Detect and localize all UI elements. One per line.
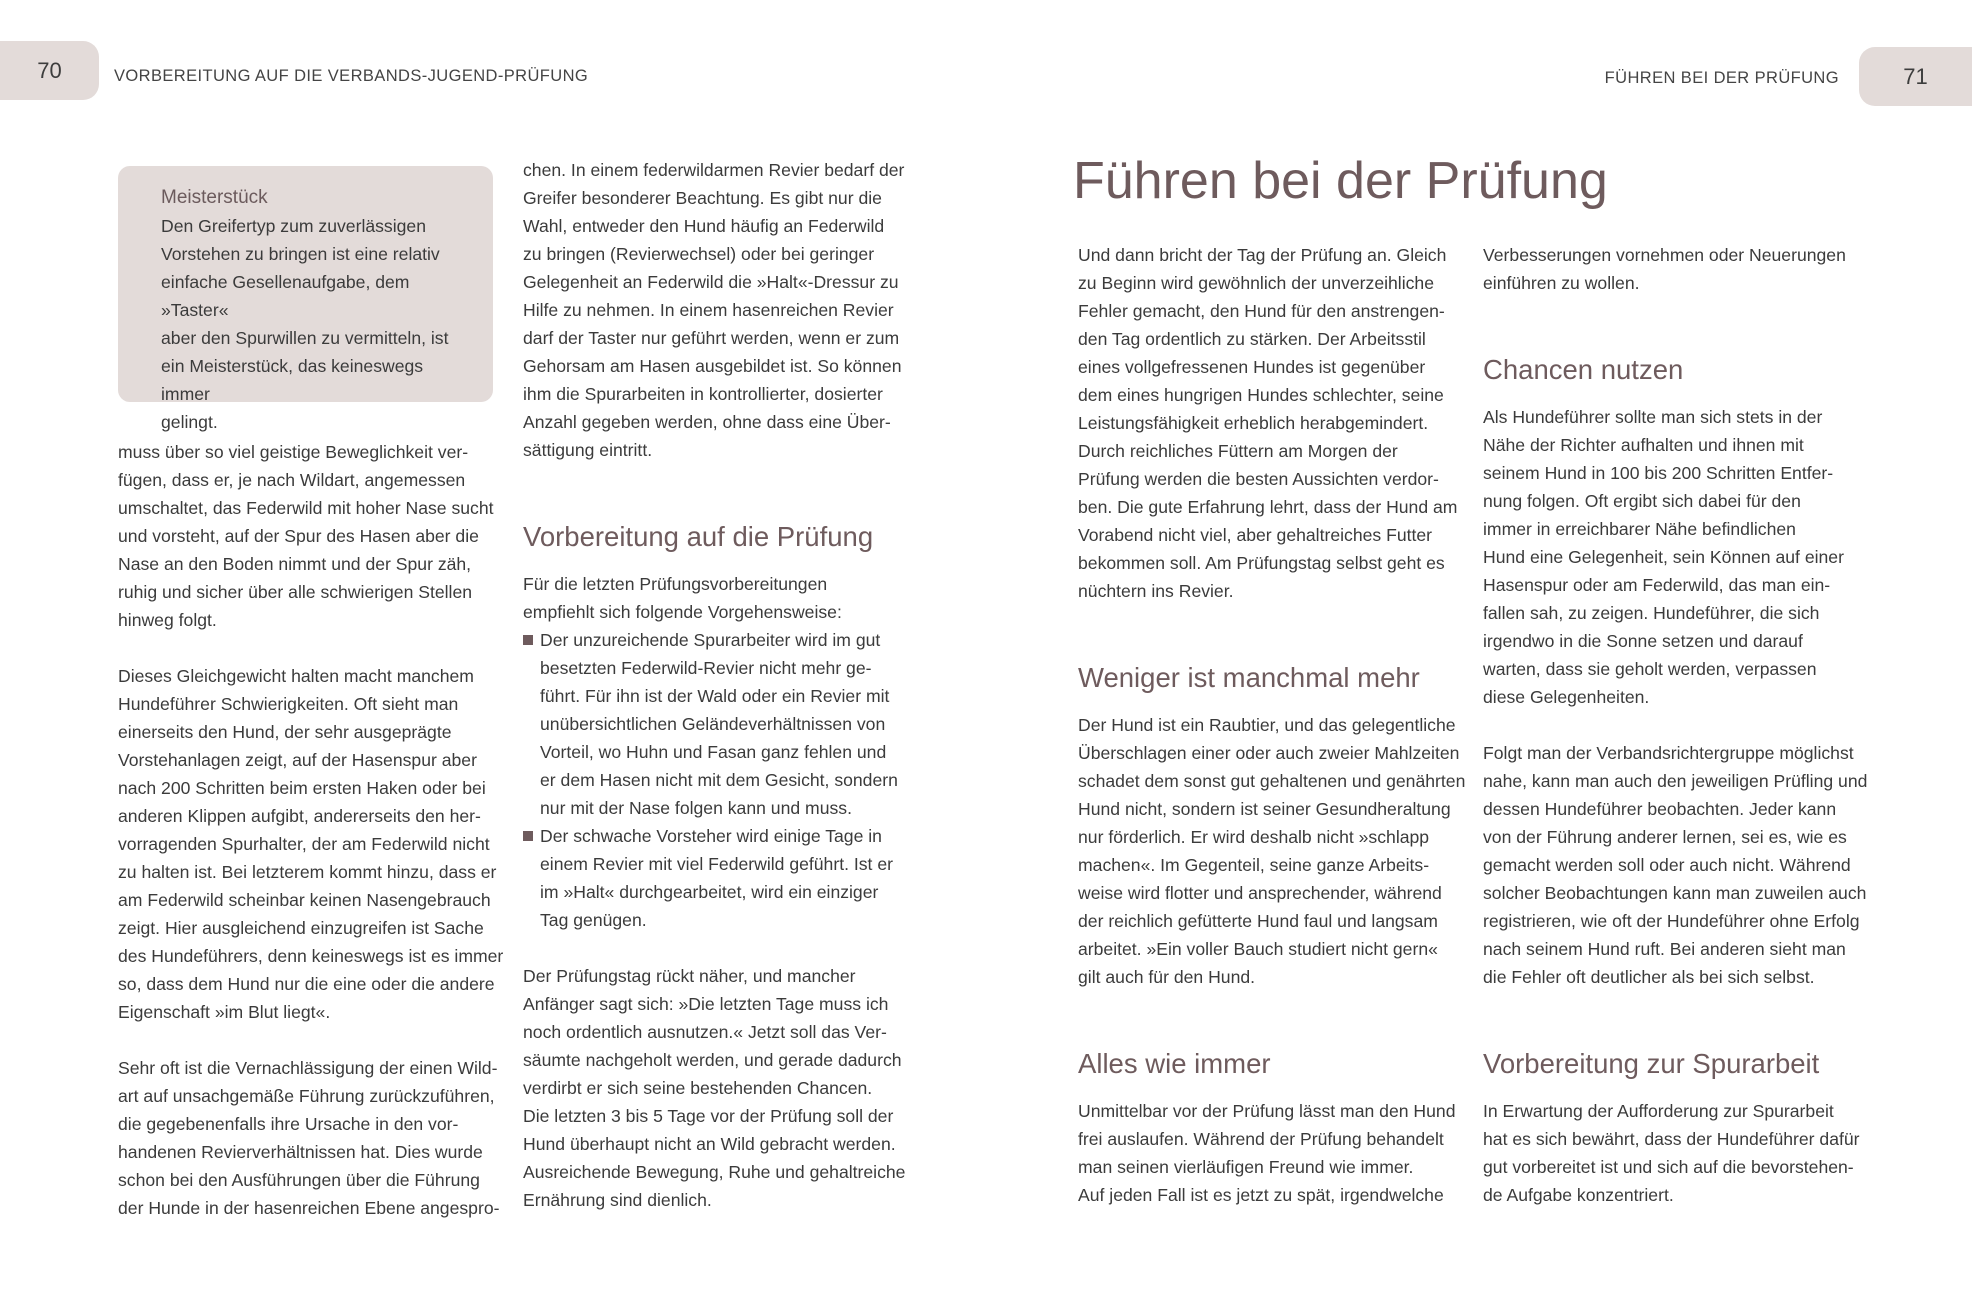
section-heading-alles-wie-immer: Alles wie immer [1078,1048,1271,1079]
list-item-text: Der unzureichende Spurarbeiter wird im gut besetzten Federwild-Revier nicht mehr ge- führt. Für ihn ist der Wald oder ein Revier mit unübersichtlichen Geländeverhältnissen von Vorteil, wo Huhn und Fasan ganz fehlen und er dem Hasen nicht mit dem Gesicht, sondern nur mit der Nase folgen kann und muss. [540,630,898,818]
page-number-left [0,41,99,100]
left-column-1 [118,438,508,1222]
chapter-title: Führen bei der Prüfung [1073,152,1608,210]
paragraph: Dieses Gleichgewicht halten macht manchem Hundeführer Schwierigkeiten. Oft sieht man einerseits den Hund, der sehr ausgeprägte Vorstehanlagen zeigt, auf der Hasenspur aber nach 200 Schritten beim ersten Haken oder bei anderen Klippen aufgibt, andererseits den her- vorragenden Spurhalter, der am Federwild nicht zu halten ist. Bei letzterem kommt hinzu, dass er am Federwild scheinbar keinen Nasengebrauch zeigt. Hier ausgleichend einzugreifen ist Sache des Hundeführers, denn keineswegs ist es immer so, dass dem Hund nur die eine oder die andere Eigenschaft »im Blut liegt«. [118,666,504,1022]
paragraph: Der Prüfungstag rückt näher, und mancher Anfänger sagt sich: »Die letzten Tage muss ich noch ordentlich ausnutzen.« Jetzt soll das Ver- säumte nachgeholt werden, und gerade dadurch verdirbt er sich seine bestehenden Chancen. Die letzten 3 bis 5 Tage vor der Prüfung soll der Hund überhaupt nicht an Wild gebracht werden. Ausreichende Bewegung, Ruhe und gehaltreiche Ernährung sind dienlich. [523,966,906,1210]
paragraph: Sehr oft ist die Vernachlässigung der einen Wild- art auf unsachgemäße Führung zurückzuführen, die gegebenenfalls ihre Ursache in den vor- handenen Revierverhältnissen hat. Dies wurde schon bei den Ausführungen über die Führung der Hunde in der hasenreichen Ebene angespro- [118,1058,500,1218]
running-head-left: VORBEREITUNG AUF DIE VERBANDS-JUGEND-PRÜFUNG [114,67,589,85]
section-heading-vorbereitung: Vorbereitung auf die Prüfung [523,521,874,552]
section-heading-spurarbeit: Vorbereitung zur Spurarbeit [1483,1048,1820,1079]
page-number-right-text: 71 [1903,63,1928,89]
right-column-2 [1483,241,1883,1209]
right-column-1 [1078,241,1473,1209]
bullet-list [523,626,913,934]
left-column-2 [523,156,913,1214]
list-item-text: Der schwache Vorsteher wird einige Tage in einem Revier mit viel Federwild geführt. Ist er im »Halt« durchgearbeitet, wird ein einziger Tag genügen. [540,826,893,930]
section-heading-weniger: Weniger ist manchmal mehr [1078,662,1420,693]
paragraph: In Erwartung der Aufforderung zur Spurarbeit hat es sich bewährt, dass der Hundeführer dafür gut vorbereitet ist und sich auf die bevorstehen- de Aufgabe konzentriert. [1483,1101,1860,1205]
paragraph: muss über so viel geistige Beweglichkeit ver- fügen, dass er, je nach Wildart, angemessen umschaltet, das Federwild mit hoher Nase sucht und vorsteht, auf der Spur des Hasen aber die Nase an den Boden nimmt und der Spur zäh, ruhig und sicher über alle schwierigen Stellen hinweg folgt. [118,442,494,630]
paragraph: Unmittelbar vor der Prüfung lässt man den Hund frei auslaufen. Während der Prüfung behandelt man seinen vierläufigen Freund wie immer. Auf jeden Fall ist es jetzt zu spät, irgendwelche [1078,1101,1456,1205]
page-number-right [1859,47,1972,106]
paragraph: Folgt man der Verbandsrichtergruppe möglichst nahe, kann man auch den jeweiligen Prüfling und dessen Hundeführer beobachten. Jeder kann von der Führung anderer lernen, sei es, wie es gemacht werden soll oder auch nicht. Während solcher Beobachtungen kann man zuweilen auch registrieren, wie oft der Hundeführer ohne Erfolg nach seinem Hund ruft. Bei anderen sieht man die Fehler oft deutlicher als bei sich selbst. [1483,743,1868,987]
section-heading-chancen: Chancen nutzen [1483,354,1684,385]
page-number-left-text: 70 [37,57,62,83]
paragraph: Als Hundeführer sollte man sich stets in der Nähe der Richter aufhalten und ihnen mit seinem Hund in 100 bis 200 Schritten Entfer- nung folgen. Oft ergibt sich dabei für den immer in erreichbarer Nähe befindlichen Hund eine Gelegenheit, sein Können auf einer Hasenspur oder am Federwild, das man ein- fallen sah, zu zeigen. Hundeführer, die sich irgendwo in die Sonne setzen und darauf warten, dass sie geholt werden, verpassen diese Gelegenheiten. [1483,407,1844,707]
paragraph: chen. In einem federwildarmen Revier bedarf der Greifer besonderer Beachtung. Es gibt nur die Wahl, entweder den Hund häufig an Federwild zu bringen (Revierwechsel) oder bei geringer Gelegenheit an Federwild die »Halt«-Dressur zu Hilfe zu nehmen. In einem hasenreichen Revier darf der Taster nur geführt werden, wenn er zum Gehorsam am Hasen ausgebildet ist. So können ihm die Spurarbeiten in kontrollierter, dosierter Anzahl gegeben werden, ohne dass eine Über- sättigung eintritt. [523,160,905,460]
meisterstueck-box [118,166,493,432]
paragraph: Und dann bricht der Tag der Prüfung an. Gleich zu Beginn wird gewöhnlich der unverzeihliche Fehler gemacht, den Hund für den anstrengen- den Tag ordentlich zu stärken. Der Arbeitsstil eines vollgefressenen Hundes ist gegenüber dem eines hungrigen Hundes schlechter, seine Leistungsfähigkeit erheblich herabgemindert. Durch reichliches Füttern am Morgen der Prüfung werden die besten Aussichten verdor- ben. Die gute Erfahrung lehrt, dass der Hund am Vorabend nicht viel, aber gehaltreiches Futter bekommen soll. Am Prüfungstag selbst geht es nüchtern ins Revier. [1078,245,1458,601]
bullet-square-icon [523,635,533,645]
running-head-right: FÜHREN BEI DER PRÜFUNG [1604,69,1839,87]
bullet-square-icon [523,831,533,841]
box-text: Den Greifertyp zum zuverlässigen Vorstehen zu bringen ist eine relativ einfache Gesellenaufgabe, dem »Taster« aber den Spurwillen zu vermitteln, ist ein Meisterstück, das keineswegs immer gelingt. [161,216,449,432]
list-item [523,626,913,822]
paragraph: Der Hund ist ein Raubtier, und das gelegentliche Überschlagen einer oder auch zweier Mahlzeiten schadet dem sonst gut gehaltenen und genährten Hund nicht, sondern ist seiner Gesundheraltung nur förderlich. Er wird deshalb nicht »schlapp machen«. Im Gegenteil, seine ganze Arbeits- weise wird flotter und ansprechender, während der reichlich gefütterte Hund faul und langsam arbeitet. »Ein voller Bauch studiert nicht gern« gilt auch für den Hund. [1078,715,1466,987]
box-title: Meisterstück [161,187,268,208]
list-item [523,822,913,934]
paragraph: Verbesserungen vornehmen oder Neuerungen einführen zu wollen. [1483,245,1846,293]
paragraph: Für die letzten Prüfungsvorbereitungen empfiehlt sich folgende Vorgehensweise: [523,574,842,622]
